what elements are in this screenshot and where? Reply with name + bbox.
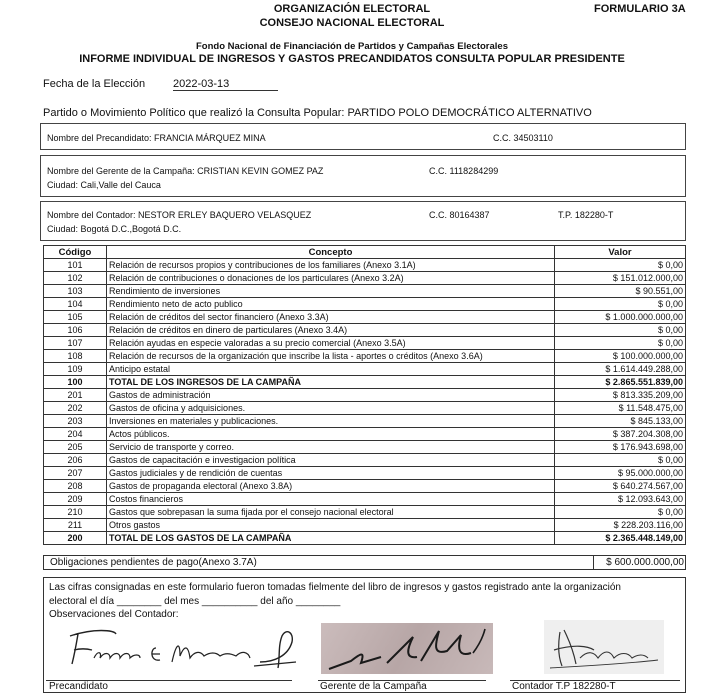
value-cell: $ 0,00 <box>555 506 686 519</box>
value-cell: $ 845.133,00 <box>555 415 686 428</box>
org-title: ORGANIZACIÓN ELECTORAL <box>273 3 431 15</box>
code-cell: 209 <box>44 493 107 506</box>
concept-cell: Inversiones en materiales y publicaciones. <box>107 415 555 428</box>
manager-signature <box>321 623 493 674</box>
concept-cell: Relación ayudas en especie valoradas a su precio comercial (Anexo 3.5A) <box>107 337 555 350</box>
table-row <box>44 493 686 506</box>
code-cell: 206 <box>44 454 107 467</box>
concept-cell: Gastos judiciales y de rendición de cuentas <box>107 467 555 480</box>
table-row <box>44 298 686 311</box>
value-cell: $ 1.614.449.288,00 <box>555 363 686 376</box>
accountant-cc: C.C. 80164387 <box>429 210 490 220</box>
party-line: Partido o Movimiento Político que realizó la Consulta Popular: PARTIDO POLO DEMOCRÁTICO ALTERNATIVO <box>43 107 592 119</box>
table-row <box>44 506 686 519</box>
value-cell: $ 12.093.643,00 <box>555 493 686 506</box>
table-row <box>44 363 686 376</box>
manager-box <box>40 155 686 197</box>
code-cell: 208 <box>44 480 107 493</box>
code-cell: 106 <box>44 324 107 337</box>
header-code: Código <box>44 246 107 259</box>
certification-line1: Las cifras consignadas en este formulario fueron tomadas fielmente del libro de ingresos y gastos registrado ante la organización <box>49 582 621 593</box>
code-cell: 203 <box>44 415 107 428</box>
code-cell: 210 <box>44 506 107 519</box>
value-cell: $ 228.203.116,00 <box>555 519 686 532</box>
concept-cell: Costos financieros <box>107 493 555 506</box>
concept-cell: Gastos que sobrepasan la suma fijada por el consejo nacional electoral <box>107 506 555 519</box>
concept-cell: Gastos de capacitación e investigacion política <box>107 454 555 467</box>
concept-cell: Gastos de propaganda electoral (Anexo 3.8A) <box>107 480 555 493</box>
table-row <box>44 389 686 402</box>
header-concept: Concepto <box>107 246 555 259</box>
code-cell: 101 <box>44 259 107 272</box>
code-cell: 105 <box>44 311 107 324</box>
table-header-row <box>44 246 686 259</box>
code-cell: 108 <box>44 350 107 363</box>
accountant-signature <box>544 620 664 674</box>
obligations-value: $ 600.000.000,00 <box>606 557 684 568</box>
accountant-name: Nombre del Contador: NESTOR ERLEY BAQUERO VELASQUEZ <box>47 210 312 220</box>
table-body <box>44 259 686 545</box>
manager-cc: C.C. 1118284299 <box>429 166 499 176</box>
code-cell: 204 <box>44 428 107 441</box>
value-cell: $ 0,00 <box>555 324 686 337</box>
value-cell: $ 176.943.698,00 <box>555 441 686 454</box>
candidate-caption: Precandidato <box>49 681 108 692</box>
table-row <box>44 532 686 545</box>
table-row <box>44 441 686 454</box>
value-cell: $ 90.551,00 <box>555 285 686 298</box>
value-cell: $ 1.000.000.000,00 <box>555 311 686 324</box>
candidate-box <box>40 123 686 150</box>
value-cell: $ 0,00 <box>555 337 686 350</box>
concept-cell: TOTAL DE LOS INGRESOS DE LA CAMPAÑA <box>107 376 555 389</box>
concept-cell: Relación de recursos de la organización que inscribe la lista - aportes o créditos (Anexo 3.6A) <box>107 350 555 363</box>
accountant-city: Ciudad: Bogotá D.C.,Bogotá D.C. <box>47 224 182 234</box>
code-cell: 102 <box>44 272 107 285</box>
concept-cell: Anticipo estatal <box>107 363 555 376</box>
concept-cell: TOTAL DE LOS GASTOS DE LA CAMPAÑA <box>107 532 555 545</box>
election-date-label: Fecha de la Elección <box>43 78 146 90</box>
council-title: CONSEJO NACIONAL ELECTORAL <box>259 17 445 29</box>
accountant-caption: Contador T.P 182280-T <box>512 681 616 692</box>
value-cell: $ 387.204.308,00 <box>555 428 686 441</box>
table-row <box>44 519 686 532</box>
accountant-signature-photo <box>544 620 664 674</box>
table-row <box>44 324 686 337</box>
value-cell: $ 2.365.448.149,00 <box>555 532 686 545</box>
manager-name: Nombre del Gerente de la Campaña: CRISTIAN KEVIN GOMEZ PAZ <box>47 166 324 176</box>
concept-cell: Gastos de administración <box>107 389 555 402</box>
code-cell: 104 <box>44 298 107 311</box>
fund-title: Fondo Nacional de Financiación de Partidos y Campañas Electorales <box>195 41 508 52</box>
code-cell: 103 <box>44 285 107 298</box>
table-row <box>44 337 686 350</box>
certification-box <box>43 577 686 693</box>
code-cell: 201 <box>44 389 107 402</box>
value-cell: $ 95.000.000,00 <box>555 467 686 480</box>
concept-cell: Rendimiento de inversiones <box>107 285 555 298</box>
accountant-box <box>40 201 686 241</box>
value-cell: $ 0,00 <box>555 259 686 272</box>
candidate-signature <box>64 622 304 674</box>
concept-cell: Servicio de transporte y correo. <box>107 441 555 454</box>
code-cell: 200 <box>44 532 107 545</box>
code-cell: 207 <box>44 467 107 480</box>
table-row <box>44 467 686 480</box>
table-row <box>44 415 686 428</box>
manager-caption: Gerente de la Campaña <box>320 681 427 692</box>
code-cell: 109 <box>44 363 107 376</box>
code-cell: 202 <box>44 402 107 415</box>
table-row <box>44 376 686 389</box>
table-row <box>44 428 686 441</box>
table-row <box>44 285 686 298</box>
observations-label: Observaciones del Contador: <box>49 609 179 620</box>
report-title: INFORME INDIVIDUAL DE INGRESOS Y GASTOS PRECANDIDATOS CONSULTA POPULAR PRESIDENTE <box>79 53 625 65</box>
table-row <box>44 350 686 363</box>
code-cell: 100 <box>44 376 107 389</box>
code-cell: 211 <box>44 519 107 532</box>
concept-cell: Relación de contribuciones o donaciones de los particulares (Anexo 3.2A) <box>107 272 555 285</box>
header-value: Valor <box>555 246 686 259</box>
code-cell: 205 <box>44 441 107 454</box>
concept-cell: Rendimiento neto de acto publico <box>107 298 555 311</box>
accountant-tp: T.P. 182280-T <box>558 210 614 220</box>
concept-cell: Gastos de oficina y adquisiciones. <box>107 402 555 415</box>
certification-line2: electoral el día ________ del mes __________ del año ________ <box>49 596 341 607</box>
value-cell: $ 640.274.567,00 <box>555 480 686 493</box>
election-date-value: 2022-03-13 <box>173 78 278 91</box>
obligations-label: Obligaciones pendientes de pago(Anexo 3.7A) <box>50 557 257 568</box>
table-row <box>44 480 686 493</box>
concept-cell: Actos públicos. <box>107 428 555 441</box>
value-cell: $ 151.012.000,00 <box>555 272 686 285</box>
candidate-cc: C.C. 34503110 <box>493 133 553 143</box>
code-cell: 107 <box>44 337 107 350</box>
concept-cell: Relación de créditos del sector financiero (Anexo 3.3A) <box>107 311 555 324</box>
value-cell: $ 100.000.000,00 <box>555 350 686 363</box>
value-cell: $ 0,00 <box>555 454 686 467</box>
value-cell: $ 0,00 <box>555 298 686 311</box>
table-row <box>44 272 686 285</box>
table-row <box>44 259 686 272</box>
concept-cell: Relación de créditos en dinero de particulares (Anexo 3.4A) <box>107 324 555 337</box>
manager-city: Ciudad: Cali,Valle del Cauca <box>47 180 161 190</box>
concept-cell: Otros gastos <box>107 519 555 532</box>
table-row <box>44 454 686 467</box>
candidate-name: Nombre del Precandidato: FRANCIA MÁRQUEZ MINA <box>47 133 266 143</box>
form-code: FORMULARIO 3A <box>594 3 686 15</box>
obligations-box <box>43 555 686 570</box>
concept-cell: Relación de recursos propios y contribuciones de los familiares (Anexo 3.1A) <box>107 259 555 272</box>
table-row <box>44 311 686 324</box>
table-row <box>44 402 686 415</box>
manager-signature-photo <box>321 623 493 674</box>
income-expense-table <box>43 245 686 545</box>
value-cell: $ 2.865.551.839,00 <box>555 376 686 389</box>
value-cell: $ 813.335.209,00 <box>555 389 686 402</box>
value-cell: $ 11.548.475,00 <box>555 402 686 415</box>
